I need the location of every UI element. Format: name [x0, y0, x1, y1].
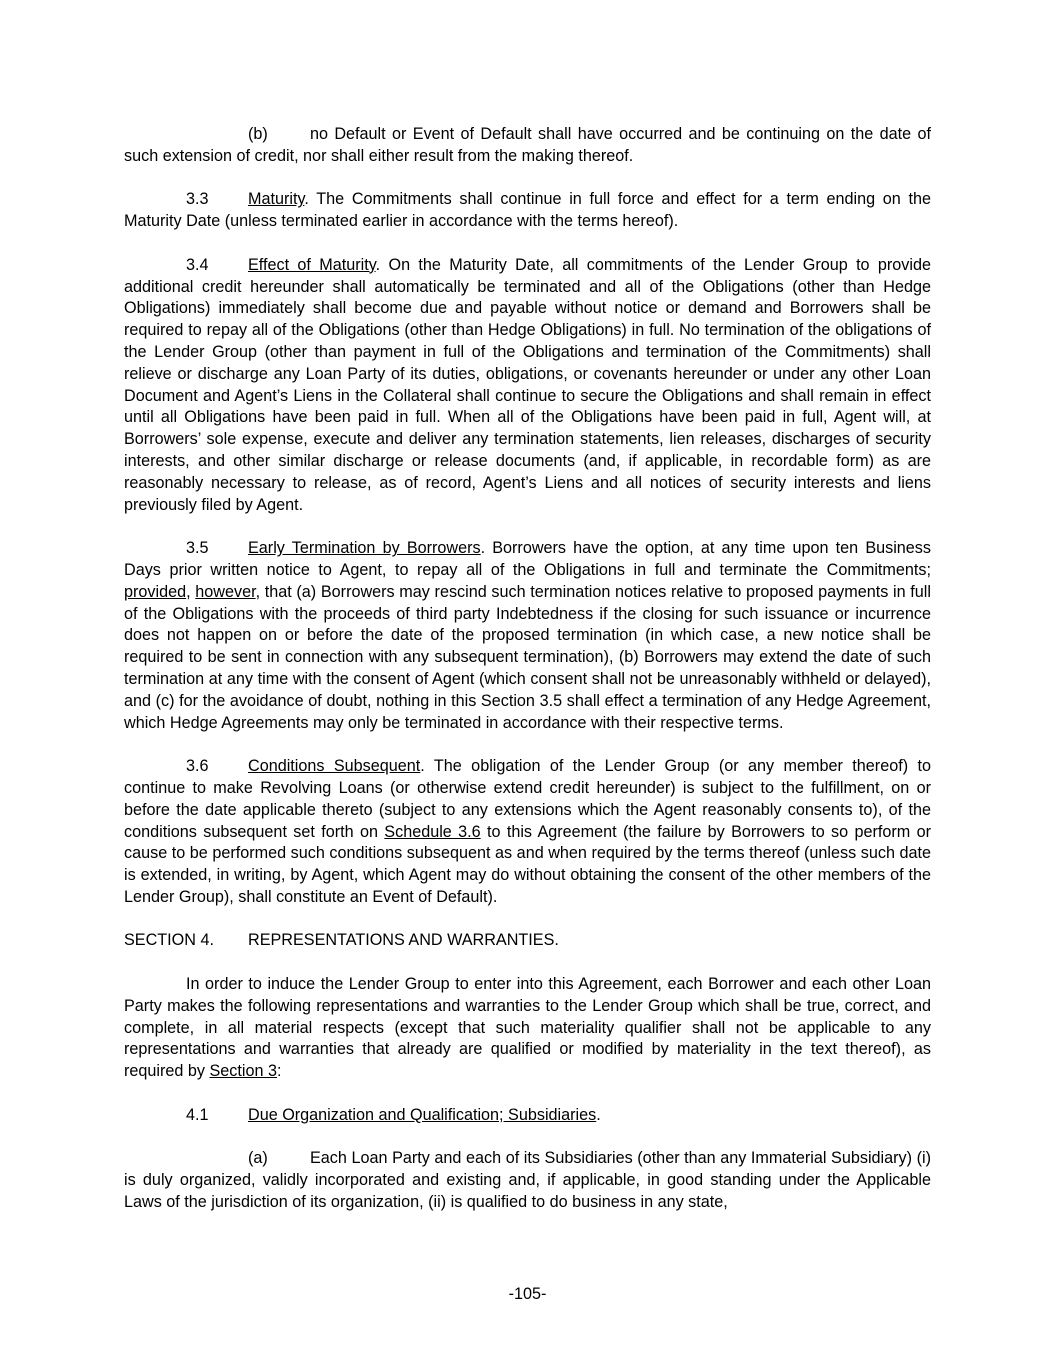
section-4-intro-text-a: In order to induce the Lender Group to enter into this Agreement, each Borrower and each other Loan Party makes the following representations and warranties to the Lender Group which shall be true, correct, and complete, in all material respects (except that such materiality qualifier shall not be applicable to any representations and warranties that already are qualified or modified by materiality in the text thereof), as required by: [124, 975, 931, 1081]
paragraph-b-text: no Default or Event of Default shall have occurred and be continuing on the date of such extension of credit, nor shall either result from the making thereof.: [124, 125, 931, 165]
page-number: -105-: [508, 1285, 547, 1303]
document-page: [124, 124, 931, 1236]
section-3-5-text-a: . Borrowers have the option, at any time upon ten Business Days prior written notice to Agent, to repay all of the Obligations in full and terminate the Commitments;: [124, 539, 931, 579]
section-4-heading: [124, 930, 931, 952]
section-3-6-text-a: . The obligation of the Lender Group (or any member thereof) to continue to make Revolving Loans (or otherwise extend credit hereunder) is subject to the fulfillment, on or before the date applicable thereto (subject to any extensions which the Agent reasonably consents to), of the conditions subsequent set forth on: [124, 757, 931, 841]
section-3-3-text: . The Commitments shall continue in full force and effect for a term ending on the Maturity Date (unless terminated earlier in accordance with the terms hereof).: [124, 190, 931, 231]
section-3-6-text-b: to this Agreement (the failure by Borrowers to so perform or cause to be performed such conditions subsequent as and when required by the terms thereof (unless such date is extended, in writing, by Agent, which Agent may do without obtaining the consent of the other members of the Lender Group), shall constitute an Event of Default).: [124, 822, 931, 906]
section-3-5: [124, 538, 931, 734]
paragraph-b-number: (b): [248, 125, 268, 143]
section-3-5-number: 3.5: [186, 539, 209, 558]
section-3-4-title: Effect of Maturity: [248, 255, 376, 274]
section-4-1-title: Due Organization and Qualification; Subsidiaries: [248, 1105, 597, 1124]
section-3-4-text: . On the Maturity Date, all commitments of the Lender Group to provide additional credit hereunder shall automatically be terminated and all of the Obligations (other than Hedge Obligations) immediately shall become due and payable without notice or demand and Borrowers shall be required to repay all of the Obligations (other than Hedge Obligations) in full. No termination of the obligations of the Lender Group (other than payment in full of the Obligations and termination of the Commitments) shall relieve or discharge any Loan Party of its duties, obligations, or covenants hereunder or under any other Loan Document and Agent’s Liens in the Collateral shall continue to secure the Obligations and shall remain in effect until all Obligations have been paid in full. When all of the Obligations have been paid in full, Agent will, at Borrowers’ sole expense, execute and deliver any termination statements, lien releases, discharges of security interests, and other similar discharge or release documents (and, if applicable, in recordable form) as are reasonably necessary to release, as of record, Agent’s Liens and all notices of security interests and liens previously filed by Agent.: [124, 255, 931, 514]
section-3-5-title: Early Termination by Borrowers: [248, 539, 481, 558]
paragraph-4-1-a-number: (a): [248, 1149, 268, 1168]
section-4-intro-text-b: :: [276, 1062, 282, 1081]
however-term: however: [195, 582, 256, 601]
section-3-6-title: Conditions Subsequent: [248, 757, 421, 776]
section-3-6: [124, 756, 931, 909]
paragraph-4-1-a-text: Each Loan Party and each of its Subsidiaries (other than any Immaterial Subsidiary) (i) is duly organized, validly incorporated and existing and, if applicable, in good standing under the Applicable Laws of the jurisdiction of its organization, (ii) is qualified to do business in any state,: [124, 1149, 931, 1212]
section-4-1-heading: [186, 1105, 931, 1127]
section-3-3-number: 3.3: [186, 190, 209, 209]
section-4-1-period: .: [596, 1105, 601, 1124]
section-4-intro: [124, 974, 931, 1083]
provided-term: provided: [124, 582, 187, 601]
paragraph-b: [124, 124, 931, 168]
section-4-number: SECTION 4.: [124, 931, 214, 950]
section-3-3: [124, 189, 931, 233]
section-3-4-number: 3.4: [186, 255, 209, 274]
section-3-5-comma: ,: [186, 582, 196, 601]
paragraph-4-1-a: [124, 1148, 931, 1213]
section-3-reference: Section 3: [209, 1062, 277, 1081]
section-3-4: [124, 255, 931, 517]
section-3-3-title: Maturity: [248, 190, 305, 209]
section-3-5-text-b: , that (a) Borrowers may rescind such termination notices relative to proposed payments in full of the Obligations with the proceeds of third party Indebtedness if the closing for such issuance or incurrence does not happen on or before the date of the proposed termination (in which case, a new notice shall be required to be sent in connection with any subsequent termination), (b) Borrowers may extend the date of such termination at any time with the consent of Agent (which consent shall not be unreasonably withheld or delayed), and (c) for the avoidance of doubt, nothing in this Section 3.5 shall effect a termination of any Hedge Agreement, which Hedge Agreements may only be terminated in accordance with their respective terms.: [124, 582, 931, 732]
section-3-6-number: 3.6: [186, 757, 209, 776]
section-4-1-number: 4.1: [186, 1105, 209, 1124]
schedule-3-6-reference: Schedule 3.6: [384, 822, 481, 841]
section-4-title: REPRESENTATIONS AND WARRANTIES.: [248, 931, 559, 950]
